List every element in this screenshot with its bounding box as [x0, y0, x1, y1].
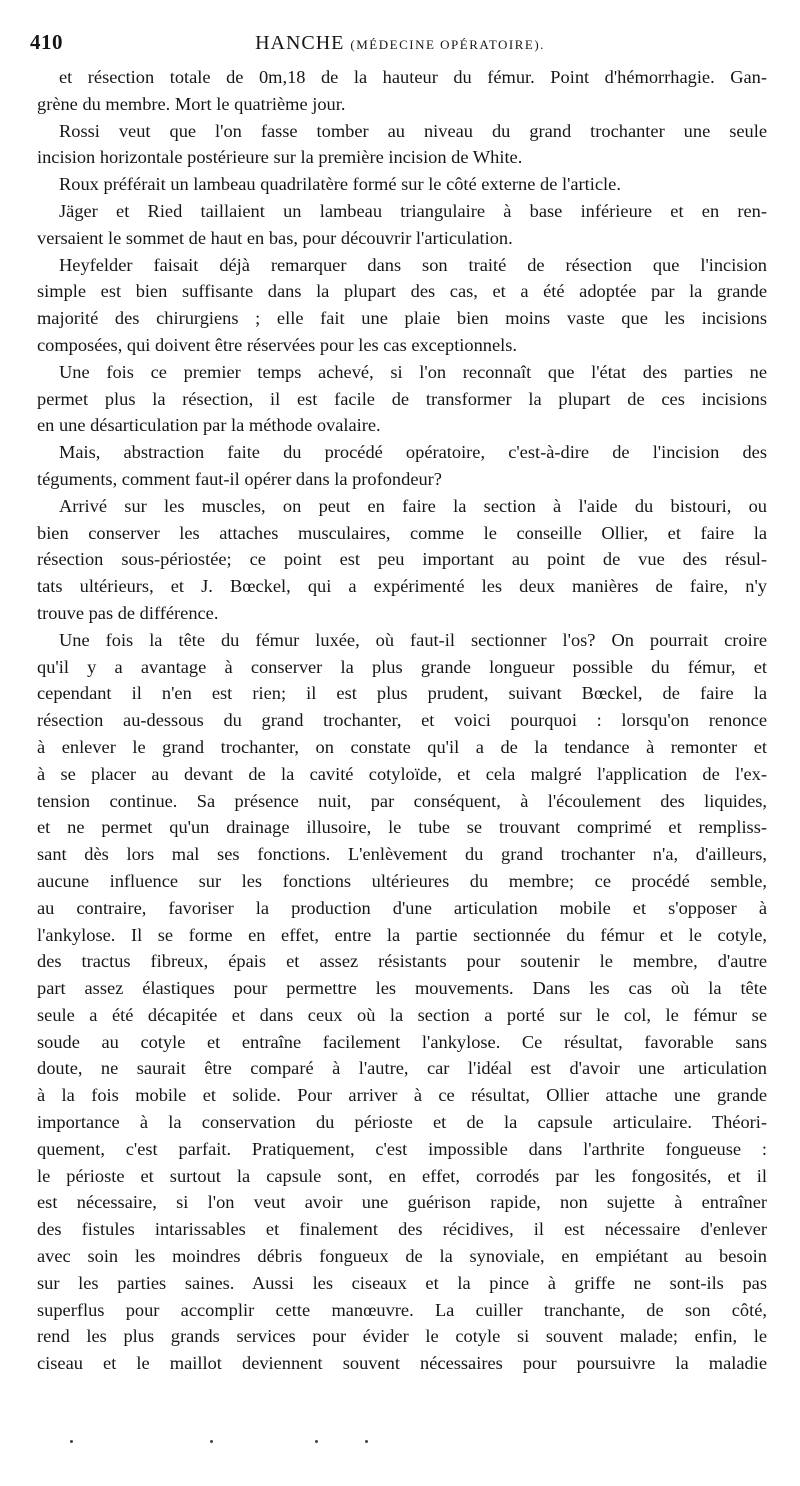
text-line: en une désarticulation par la méthode ovalaire. — [37, 415, 381, 436]
text-line: Heyfelder faisait déjà remarquer dans son traité de résection que l'incision — [59, 254, 767, 275]
text-line: seule a été décapitée et dans ceux où la section a porté sur le col, le fémur se — [37, 1004, 767, 1025]
text-line: Mais, abstraction faite du procédé opératoire, c'est-à-dire de l'incision des — [59, 442, 767, 463]
print-specks — [60, 1440, 660, 1446]
text-line: majorité des chirurgiens ; elle fait une plaie bien moins vaste que les incisions — [37, 308, 767, 329]
paragraph — [37, 64, 767, 118]
text-line: Jäger et Ried taillaient un lambeau triangulaire à base inférieure et en ren- — [59, 200, 767, 221]
text-line: simple est bien suffisante dans la plupart des cas, et a été adoptée par la grande — [37, 281, 767, 302]
text-line: importance à la conservation du périoste et de la capsule articulaire. Théori- — [37, 1112, 767, 1133]
text-line: est nécessaire, si l'on veut avoir une guérison rapide, non sujette à entraîner — [37, 1192, 767, 1213]
text-line: part assez élastiques pour permettre les mouvements. Dans les cas où la tête — [37, 978, 767, 999]
running-head-subtitle: (MÉDECINE OPÉRATOIRE). — [350, 37, 545, 52]
text-line: résection sous-périostée; ce point est peu important au point de vue des résul- — [37, 549, 767, 570]
paragraph — [37, 171, 767, 198]
text-line: et ne permet qu'un drainage illusoire, le tube se trouvant comprimé et rempliss- — [37, 817, 767, 838]
text-line: à la fois mobile et solide. Pour arriver à ce résultat, Ollier attache une grande — [37, 1085, 767, 1106]
text-line: incision horizontale postérieure sur la première incision de White. — [37, 147, 523, 168]
text-line: Rossi veut que l'on fasse tomber au niveau du grand trochanter une seule — [59, 120, 767, 141]
text-line: cependant il n'en est rien; il est plus prudent, suivant Bœckel, de faire la — [37, 683, 767, 704]
text-line: quement, c'est parfait. Pratiquement, c'est impossible dans l'arthrite fongueuse : — [37, 1138, 767, 1159]
text-line: Roux préférait un lambeau quadrilatère formé sur le côté externe de l'article. — [59, 174, 621, 195]
text-line: le périoste et surtout la capsule sont, en effet, corrodés par les fongosités, et il — [37, 1165, 767, 1186]
text-line: résection au-dessous du grand trochanter, et voici pourquoi : lorsqu'on renonce — [37, 710, 767, 731]
text-line: rend les plus grands services pour évider le cotyle si souvent malade; enfin, le — [37, 1326, 767, 1347]
text-line: Une fois ce premier temps achevé, si l'on reconnaît que l'état des parties ne — [59, 361, 767, 382]
speck — [70, 1440, 73, 1443]
text-line: qu'il y a avantage à conserver la plus grande longueur possible du fémur, et — [37, 656, 767, 677]
text-line: doute, ne saurait être comparé à l'autre, car l'idéal est d'avoir une articulation — [37, 1058, 767, 1079]
text-line: sant dès lors mal ses fonctions. L'enlèvement du grand trochanter n'a, d'ailleurs, — [37, 844, 767, 865]
text-line: permet plus la résection, il est facile de transformer la plupart de ces incisions — [37, 388, 767, 409]
text-line: grène du membre. Mort le quatrième jour. — [37, 93, 346, 114]
text-line: versaient le sommet de haut en bas, pour découvrir l'articulation. — [37, 227, 513, 248]
text-line: à enlever le grand trochanter, on constate qu'il a de la tendance à remonter et — [37, 736, 767, 757]
text-line: l'ankylose. Il se forme en effet, entre la partie sectionnée du fémur et le cotyle, — [37, 924, 767, 945]
text-line: ciseau et le maillot deviennent souvent nécessaires pour poursuivre la maladie — [37, 1353, 767, 1374]
text-line: au contraire, favoriser la production d'une articulation mobile et s'opposer à — [37, 897, 767, 918]
text-line: composées, qui doivent être réservées pour les cas exceptionnels. — [37, 334, 518, 355]
paragraph — [37, 439, 767, 493]
text-line: Arrivé sur les muscles, on peut en faire la section à l'aide du bistouri, ou — [59, 495, 767, 516]
text-line: soude au cotyle et entraîne facilement l'ankylose. Ce résultat, favorable sans — [37, 1031, 767, 1052]
text-line: téguments, comment faut-il opérer dans la profondeur? — [37, 468, 442, 489]
text-line: des tractus fibreux, épais et assez résistants pour soutenir le membre, d'autre — [37, 951, 767, 972]
running-head-title: HANCHE — [255, 32, 345, 54]
text-line: tats ultérieurs, et J. Bœckel, qui a expérimenté les deux manières de faire, n'y — [37, 576, 767, 597]
speck — [315, 1440, 318, 1443]
text-line: et résection totale de 0m,18 de la hauteur du fémur. Point d'hémorrhagie. Gan- — [59, 67, 767, 87]
paragraph — [37, 198, 767, 252]
text-line: superflus pour accomplir cette manœuvre. La cuiller tranchante, de son côté, — [37, 1299, 767, 1320]
text-line: avec soin les moindres débris fongueux de la synoviale, en empiétant au besoin — [37, 1246, 767, 1267]
paragraph — [37, 252, 767, 359]
text-line: Une fois la tête du fémur luxée, où faut-il sectionner l'os? On pourrait croire — [59, 629, 767, 650]
speck — [210, 1440, 213, 1443]
page-body — [37, 64, 767, 1377]
page-header — [30, 30, 770, 60]
running-head — [30, 32, 770, 55]
paragraph — [37, 627, 767, 1377]
paragraph — [37, 493, 767, 627]
text-line: bien conserver les attaches musculaires, comme le conseille Ollier, et faire la — [37, 522, 767, 543]
text-line: aucune influence sur les fonctions ultérieures du membre; ce procédé semble, — [37, 870, 767, 891]
text-line: sur les parties saines. Aussi les ciseaux et la pince à griffe ne sont-ils pas — [37, 1272, 767, 1293]
text-line: des fistules intarissables et finalement des récidives, il est nécessaire d'enlever — [37, 1219, 767, 1240]
paragraph — [37, 118, 767, 172]
speck — [365, 1440, 368, 1443]
text-line: à se placer au devant de la cavité cotyloïde, et cela malgré l'application de l'ex- — [37, 763, 767, 784]
paragraph — [37, 359, 767, 439]
page-number: 410 — [30, 30, 63, 54]
text-line: trouve pas de différence. — [37, 602, 219, 623]
text-line: tension continue. Sa présence nuit, par conséquent, à l'écoulement des liquides, — [37, 790, 767, 811]
